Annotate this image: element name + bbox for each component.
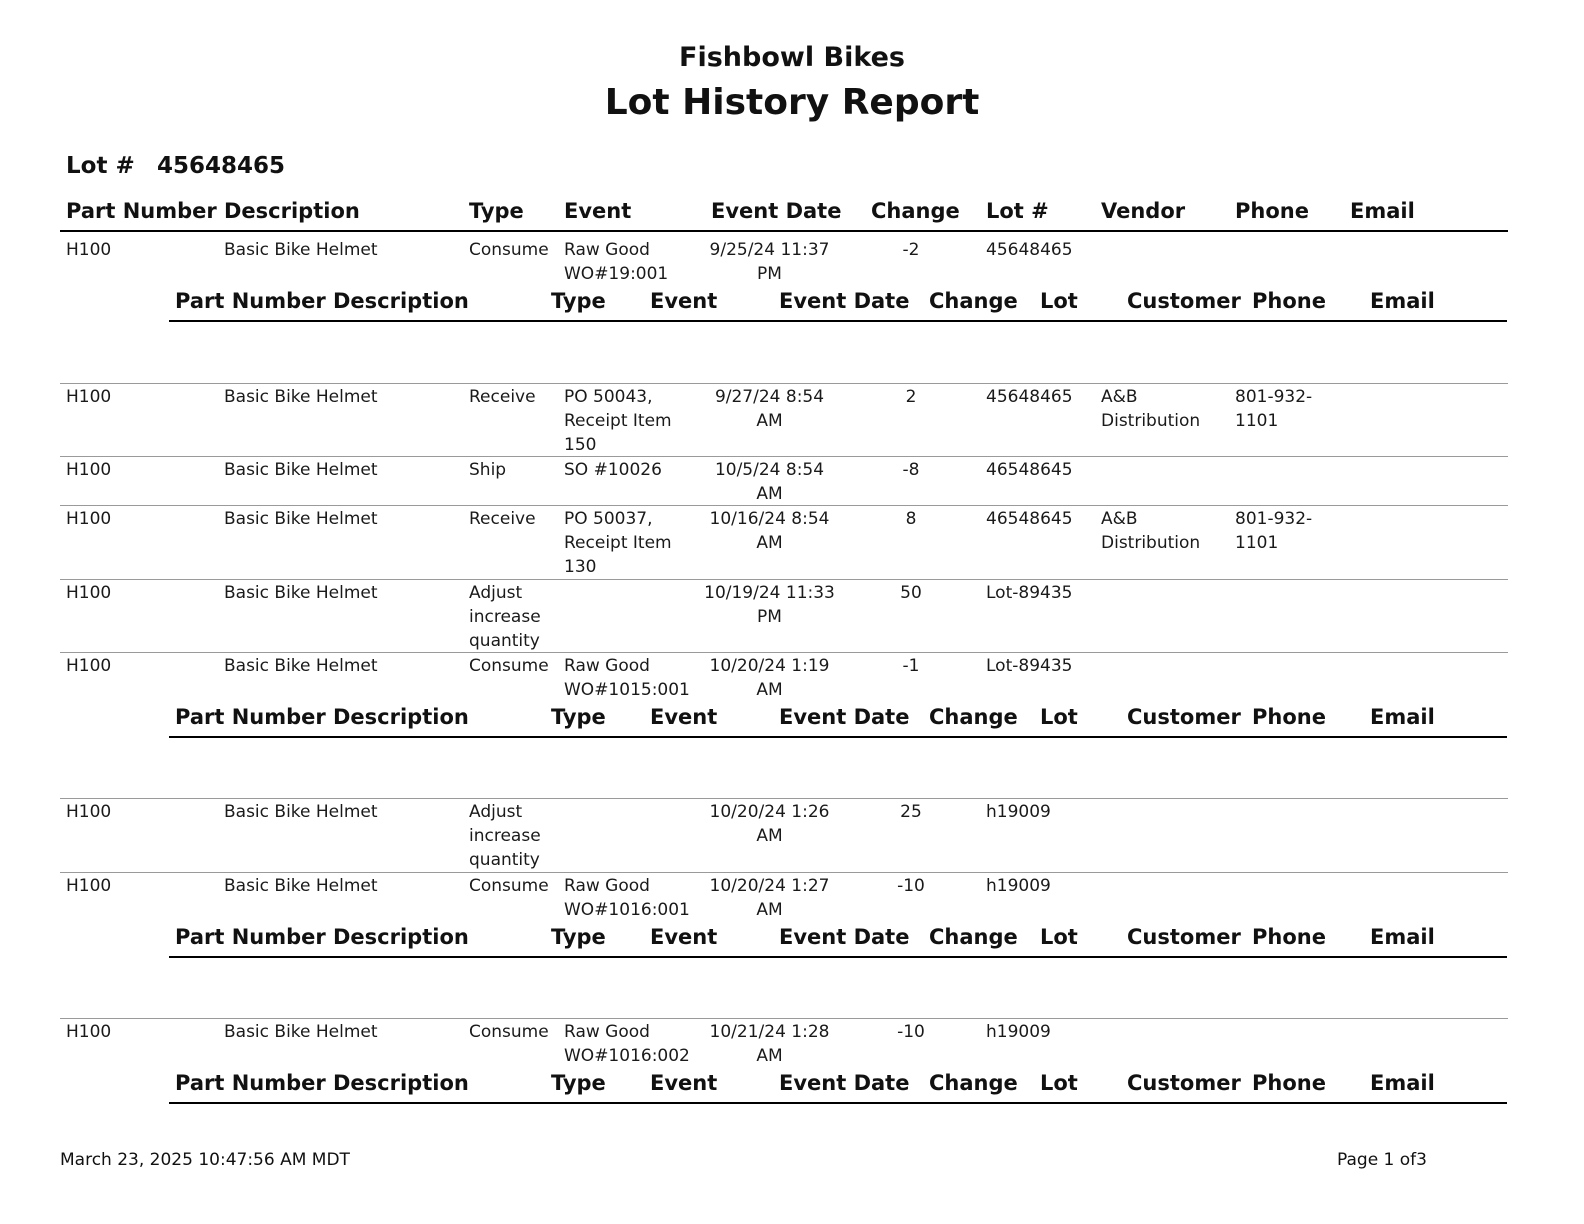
- sub-column-header: Part Number: [175, 925, 326, 949]
- cell-description: Basic Bike Helmet: [224, 876, 378, 896]
- cell-event: Raw Good WO#1015:001: [564, 656, 690, 700]
- cell-part-number: H100: [66, 656, 112, 676]
- cell-description: Basic Bike Helmet: [224, 460, 378, 480]
- sub-column-header: Email: [1370, 289, 1435, 313]
- sub-column-header: Description: [333, 925, 469, 949]
- cell-event: Raw Good WO#1016:002: [564, 1022, 690, 1066]
- footer-page-number: Page 1 of3: [1337, 1150, 1427, 1170]
- row-separator: [60, 652, 1508, 653]
- cell-lot: Lot-89435: [986, 583, 1073, 603]
- sub-header-rule: [169, 320, 1507, 322]
- sub-column-header: Event Date: [779, 289, 910, 313]
- sub-header-rule: [169, 736, 1507, 738]
- sub-column-header: Phone: [1252, 289, 1326, 313]
- cell-phone: 801-932-1101: [1235, 509, 1313, 553]
- sub-column-header: Lot: [1040, 705, 1078, 729]
- sub-column-header: Type: [551, 1071, 606, 1095]
- cell-description: Basic Bike Helmet: [224, 240, 378, 260]
- lot-value: 45648465: [157, 153, 286, 179]
- cell-type: Receive: [469, 387, 536, 407]
- cell-part-number: H100: [66, 240, 112, 260]
- cell-vendor: A&B Distribution: [1101, 387, 1201, 431]
- cell-event-date: 10/20/24 1:27 AM: [709, 876, 830, 920]
- cell-part-number: H100: [66, 583, 112, 603]
- cell-change: -8: [902, 460, 920, 480]
- sub-column-header: Part Number: [175, 705, 326, 729]
- cell-description: Basic Bike Helmet: [224, 656, 378, 676]
- footer-timestamp: March 23, 2025 10:47:56 AM MDT: [60, 1150, 350, 1170]
- sub-column-header: Email: [1370, 1071, 1435, 1095]
- column-header: Phone: [1235, 199, 1309, 223]
- cell-change: 50: [900, 583, 922, 603]
- cell-change: 2: [905, 387, 917, 407]
- sub-column-header: Lot: [1040, 1071, 1078, 1095]
- cell-part-number: H100: [66, 509, 112, 529]
- cell-event-date: 10/16/24 8:54 AM: [709, 509, 830, 553]
- column-header: Lot #: [986, 199, 1049, 223]
- cell-lot: 45648465: [986, 240, 1073, 260]
- cell-event-date: 9/25/24 11:37 PM: [709, 240, 830, 284]
- sub-column-header: Phone: [1252, 1071, 1326, 1095]
- sub-column-header: Customer: [1127, 1071, 1241, 1095]
- company-name: Fishbowl Bikes: [679, 42, 905, 73]
- cell-part-number: H100: [66, 460, 112, 480]
- cell-type: Adjust increase quantity: [469, 583, 541, 651]
- column-header: Type: [469, 199, 524, 223]
- cell-description: Basic Bike Helmet: [224, 583, 378, 603]
- column-header: Description: [224, 199, 360, 223]
- sub-column-header: Description: [333, 705, 469, 729]
- cell-event: PO 50037, Receipt Item 130: [564, 509, 672, 577]
- report-title: Lot History Report: [604, 82, 980, 123]
- cell-event-date: 10/21/24 1:28 AM: [709, 1022, 830, 1066]
- cell-event-date: 9/27/24 8:54 AM: [714, 387, 825, 431]
- sub-column-header: Event: [650, 1071, 718, 1095]
- cell-lot: h19009: [986, 802, 1051, 822]
- cell-change: 25: [900, 802, 922, 822]
- cell-part-number: H100: [66, 876, 112, 896]
- cell-lot: 46548645: [986, 460, 1073, 480]
- cell-change: -10: [897, 876, 925, 896]
- cell-change: -1: [902, 656, 920, 676]
- cell-lot: h19009: [986, 876, 1051, 896]
- cell-event-date: 10/19/24 11:33 PM: [704, 583, 835, 627]
- cell-lot: Lot-89435: [986, 656, 1073, 676]
- cell-event: Raw Good WO#1016:001: [564, 876, 690, 920]
- sub-column-header: Event Date: [779, 1071, 910, 1095]
- cell-part-number: H100: [66, 802, 112, 822]
- cell-event: Raw Good WO#19:001: [564, 240, 669, 284]
- cell-event: PO 50043, Receipt Item 150: [564, 387, 672, 455]
- cell-type: Consume: [469, 876, 549, 896]
- cell-change: -2: [902, 240, 920, 260]
- sub-column-header: Lot: [1040, 289, 1078, 313]
- sub-column-header: Event Date: [779, 925, 910, 949]
- sub-column-header: Event: [650, 289, 718, 313]
- header-rule: [60, 230, 1508, 232]
- cell-phone: 801-932-1101: [1235, 387, 1313, 431]
- cell-event-date: 10/20/24 1:19 AM: [709, 656, 830, 700]
- sub-column-header: Type: [551, 705, 606, 729]
- row-separator: [60, 505, 1508, 506]
- column-header: Change: [871, 199, 960, 223]
- cell-type: Consume: [469, 240, 549, 260]
- sub-column-header: Type: [551, 289, 606, 313]
- cell-part-number: H100: [66, 387, 112, 407]
- cell-type: Receive: [469, 509, 536, 529]
- column-header: Part Number: [66, 199, 217, 223]
- cell-type: Adjust increase quantity: [469, 802, 541, 870]
- cell-lot: h19009: [986, 1022, 1051, 1042]
- sub-column-header: Part Number: [175, 289, 326, 313]
- cell-description: Basic Bike Helmet: [224, 387, 378, 407]
- sub-column-header: Type: [551, 925, 606, 949]
- cell-vendor: A&B Distribution: [1101, 509, 1201, 553]
- cell-change: 8: [905, 509, 917, 529]
- sub-column-header: Change: [929, 925, 1018, 949]
- row-separator: [60, 872, 1508, 873]
- sub-column-header: Customer: [1127, 705, 1241, 729]
- cell-event: SO #10026: [564, 460, 662, 480]
- sub-header-rule: [169, 956, 1507, 958]
- cell-type: Ship: [469, 460, 507, 480]
- column-header: Event: [564, 199, 632, 223]
- sub-column-header: Customer: [1127, 925, 1241, 949]
- cell-description: Basic Bike Helmet: [224, 1022, 378, 1042]
- sub-column-header: Change: [929, 1071, 1018, 1095]
- column-header: Vendor: [1101, 199, 1186, 223]
- sub-column-header: Email: [1370, 925, 1435, 949]
- sub-column-header: Description: [333, 1071, 469, 1095]
- cell-description: Basic Bike Helmet: [224, 802, 378, 822]
- sub-header-rule: [169, 1102, 1507, 1104]
- sub-column-header: Event: [650, 705, 718, 729]
- cell-type: Consume: [469, 1022, 549, 1042]
- sub-column-header: Change: [929, 289, 1018, 313]
- cell-part-number: H100: [66, 1022, 112, 1042]
- row-separator: [60, 456, 1508, 457]
- row-separator: [60, 579, 1508, 580]
- row-separator: [60, 1018, 1508, 1019]
- sub-column-header: Event Date: [779, 705, 910, 729]
- cell-type: Consume: [469, 656, 549, 676]
- sub-column-header: Customer: [1127, 289, 1241, 313]
- sub-column-header: Change: [929, 705, 1018, 729]
- sub-column-header: Email: [1370, 705, 1435, 729]
- cell-event-date: 10/5/24 8:54 AM: [714, 460, 825, 504]
- row-separator: [60, 798, 1508, 799]
- cell-event-date: 10/20/24 1:26 AM: [709, 802, 830, 846]
- cell-description: Basic Bike Helmet: [224, 509, 378, 529]
- sub-column-header: Description: [333, 289, 469, 313]
- sub-column-header: Event: [650, 925, 718, 949]
- sub-column-header: Phone: [1252, 925, 1326, 949]
- sub-column-header: Part Number: [175, 1071, 326, 1095]
- cell-change: -10: [897, 1022, 925, 1042]
- sub-column-header: Phone: [1252, 705, 1326, 729]
- cell-lot: 46548645: [986, 509, 1073, 529]
- sub-column-header: Lot: [1040, 925, 1078, 949]
- column-header: Email: [1350, 199, 1415, 223]
- cell-lot: 45648465: [986, 387, 1073, 407]
- lot-label: Lot #: [66, 153, 135, 179]
- row-separator: [60, 383, 1508, 384]
- column-header: Event Date: [711, 199, 842, 223]
